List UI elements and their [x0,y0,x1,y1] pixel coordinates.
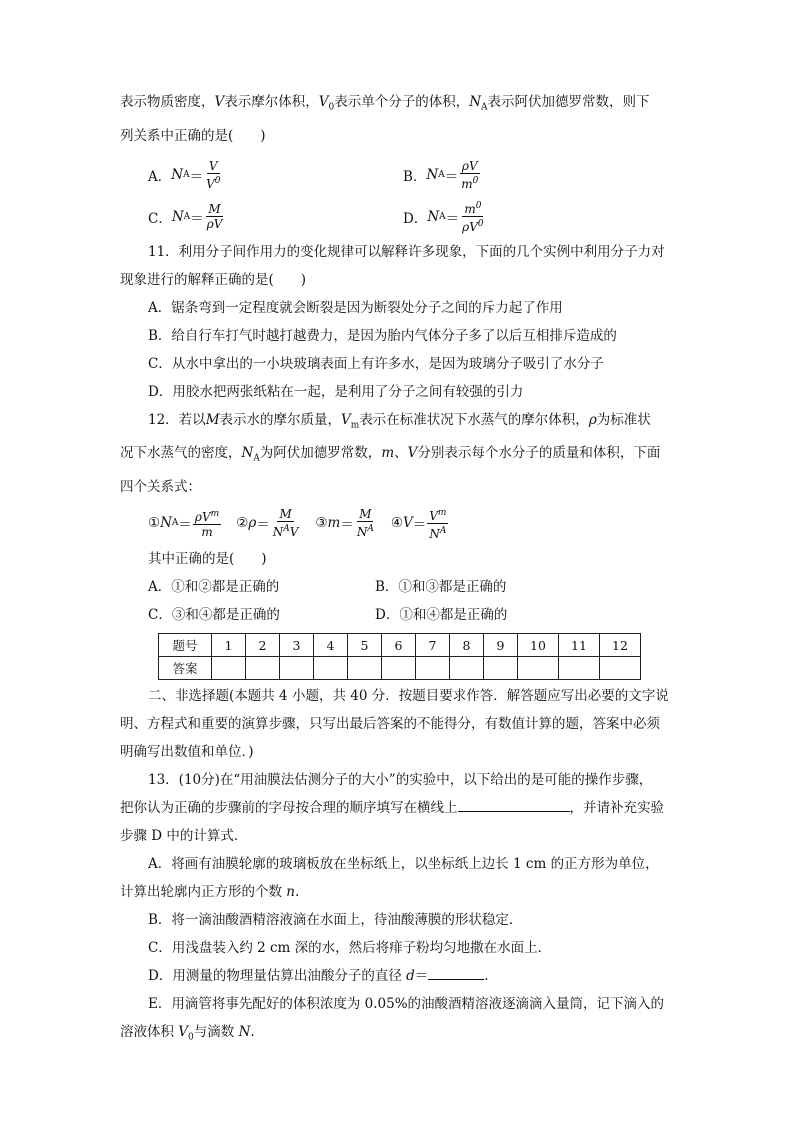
answer-cell[interactable] [559,657,600,680]
answer-table [158,633,641,680]
q13-stem-line3: 步骤 D 中的计算式． [120,828,248,845]
formula-eq: ＝ [412,517,427,534]
fraction [204,159,222,191]
q12-var-NA: N [241,445,254,462]
fraction [355,507,376,539]
answer-table-number: 11 [559,634,600,657]
answer-table-number: 1 [212,634,246,657]
q13-step-e-line1: E．用滴管将事先配好的体积浓度为 0.05%的油酸酒精溶液逐滴滴入量筒，记下滴入的 [148,996,665,1013]
q12-sub: A [253,454,260,465]
den-sup: A [439,525,447,536]
fraction-numerator [427,506,448,524]
q11-option-b[interactable]: B．给自行车打气时越打越费力，是因为胎内气体分子多了以后互相排斥造成的 [148,327,617,344]
num-sup: m [437,507,447,518]
q10-option-b[interactable] [403,159,658,191]
formula-eq: ＝ [445,210,460,227]
answer-table-number: 6 [382,634,416,657]
q10-options-ab [120,154,668,196]
den-sup: 0 [477,219,484,230]
answer-table-number: 2 [246,634,280,657]
q10-sub: 0 [328,102,335,113]
fraction [205,202,225,231]
q12-stem-line3: 四个关系式： [120,479,201,496]
q12-text: 表示水的摩尔质量， [219,411,342,428]
formula-lhs: N [426,166,439,183]
option-label: B． [403,168,427,185]
q12-text: 况下水蒸气的密度， [120,445,242,462]
q13-step-d [120,962,668,990]
fraction-denominator [204,174,222,191]
q12-var-m: m [381,445,395,462]
num-text: V [429,508,438,523]
q13-text: ＝ [414,968,429,985]
fraction-numerator: M [359,507,372,522]
fraction-denominator [460,217,485,234]
q12-text: 分别表示每个水分子的质量和体积，下面 [417,445,661,462]
q10-option-c[interactable] [120,202,403,231]
q13-step-b: B．将一滴油酸酒精溶液滴在水面上，待油酸薄膜的形状稳定． [148,912,523,929]
formula-mark: ② [236,515,249,532]
formula-eq: ＝ [444,168,459,185]
section2-heading-line2: 明、方程式和重要的演算步骤，只写出最后答案的不能得分，有数值计算的题，答案中必须 [120,716,660,733]
q12-var-rho: ρ [588,411,597,428]
q11-option-d[interactable]: D．用胶水把两张纸粘在一起，是利用了分子之间有较强的引力 [148,383,524,400]
answer-cell[interactable] [416,657,450,680]
fraction-numerator: M [279,507,292,522]
q13-var-V0: V [178,1024,189,1041]
formula-lhs: N [427,208,440,225]
den-text: V [206,176,215,191]
fraction-numerator: V [208,158,218,173]
option-label: D． [403,210,428,227]
formula-mark: ① [148,515,161,532]
num-sup: m [210,509,220,520]
q13-text: 计算出轮廓内正方形的个数 [120,884,287,901]
q12-text: 12．若以 [148,411,206,428]
formula-mark: ③ [315,515,328,532]
den-text: N [356,525,368,540]
formula-lhs: ρ [248,515,257,532]
answer-cell[interactable] [518,657,559,680]
q10-text: 表示摩尔体积， [224,94,319,110]
fraction [193,507,221,539]
answer-cell[interactable] [450,657,484,680]
answer-table-answer-row [159,657,641,680]
q10-option-d[interactable] [403,199,658,234]
q13-stem-line2 [120,794,668,822]
section2-heading-line3: 明确写出数值和单位．) [120,744,254,761]
q12-formula-4 [391,506,450,541]
q10-stem-line2: 列关系中正确的是( ) [120,127,266,144]
q12-text: 表示在标准状况下水蒸气的摩尔体积， [359,411,589,428]
fraction [460,199,485,234]
answer-table-header-label: 题号 [159,634,212,657]
q10-sub: A [481,102,488,113]
q12-var-V: V [407,445,418,462]
q13-text: 把你认为正确的步骤前的字母按合理的顺序填写在横线上 [120,800,458,817]
formula-sub: A [438,169,445,180]
num-sup: 0 [475,201,482,212]
q12-stem-line1 [120,406,668,440]
answer-table-number: 8 [450,634,484,657]
q13-text: . [484,968,489,985]
q13-text: 与滴数 [193,1024,239,1041]
q12-option-a[interactable]: A．①和②都是正确的 [148,579,280,596]
q10-var-V: V [214,94,225,110]
fraction-numerator [193,507,221,525]
fraction-denominator: m [201,525,213,540]
answer-cell[interactable] [212,657,246,680]
answer-table-number: 7 [416,634,450,657]
q10-text: 表示物质密度， [120,94,215,110]
fraction-denominator [427,524,448,541]
formula-lhs: N [171,208,184,225]
q12-options-ab [120,573,668,601]
section2-heading-line1: 二、非选择题(本题共 4 小题，共 40 分．按题目要求作答．解答题应写出必要的文字说 [148,688,669,705]
answer-table-number: 5 [348,634,382,657]
formula-lhs: m [327,515,341,532]
q12-text: 为标准状 [596,411,651,428]
q13-formula-blank[interactable] [428,964,484,980]
q10-text: 表示单个分子的体积， [334,94,470,110]
q13-var-N: N [238,1024,251,1041]
q13-order-blank[interactable] [458,796,570,812]
formula-sub: A [183,211,191,222]
den-sup: 0 [472,175,479,186]
answer-table-number: 3 [280,634,314,657]
fraction-denominator [355,522,376,539]
answer-cell[interactable] [382,657,416,680]
q12-sub: m [350,420,360,431]
q12-question: 其中正确的是( ) [148,551,267,568]
answer-table-number: 4 [314,634,348,657]
answer-cell[interactable] [314,657,348,680]
num-text: ρV [194,510,211,525]
q11-option-a[interactable]: A．锯条弯到一定程度就会断裂是因为断裂处分子之间的斥力起了作用 [148,299,563,316]
answer-table-header-row [159,634,641,657]
answer-cell[interactable] [600,657,641,680]
q13-step-a-line1: A．将画有油膜轮廓的玻璃板放在坐标纸上，以坐标纸上边长 1 cm 的正方形为单位， [148,856,659,873]
q10-stem-line1 [120,88,668,122]
den-text: m [461,176,473,191]
q11-stem-line1: 11．利用分子间作用力的变化规律可以解释许多现象，下面的几个实例中利用分子力对 [148,243,665,260]
answer-cell[interactable] [484,657,518,680]
q10-text: 表示阿伏加德罗常数，则下 [487,94,650,110]
q13-var-d: d [406,968,415,985]
q12-formula-3 [315,507,376,539]
option-label: C． [148,210,172,227]
formula-mark: ④ [390,515,403,532]
q12-formula-1 [148,507,222,539]
q12-stem-line2 [120,439,668,473]
q13-text: . [250,1024,255,1041]
q13-step-a-line2 [120,878,668,906]
q11-option-c[interactable]: C．从水中拿出的一小块玻璃表面上有许多水，是因为玻璃分子吸引了水分子 [148,355,604,372]
fraction [459,159,480,191]
q10-options-cd [120,196,668,238]
fraction [427,506,448,541]
formula-lhs: V [402,515,413,532]
option-label: A． [148,168,172,185]
q13-var-n: n [286,884,295,901]
fraction-numerator [462,199,483,217]
fraction-denominator [459,174,480,191]
q12-var-M: M [205,411,220,428]
exam-page [120,88,668,1052]
answer-cell[interactable] [348,657,382,680]
fraction [271,507,301,539]
q10-var-V0: V [318,94,329,110]
den-tail: V [289,525,299,540]
fraction-numerator: ρV [461,158,478,173]
num-text: m [464,202,476,217]
q12-options-cd [120,601,668,629]
q10-var-NA: N [469,94,482,110]
formula-eq: ＝ [178,517,192,534]
formula-lhs: N [171,166,184,183]
den-sup: 0 [214,175,221,186]
q13-sub: 0 [188,1032,194,1043]
q13-text: 溶液体积 [120,1024,179,1041]
answer-table-number: 10 [518,634,559,657]
q13-text: ，并请补充实验 [569,800,664,817]
q10-option-a[interactable] [120,159,403,191]
q13-text: . [295,884,300,901]
den-text: N [429,526,440,541]
den-text: N [272,525,284,540]
q12-text: 为阿伏加德罗常数， [259,445,382,462]
fraction-denominator: ρV [206,217,223,232]
fraction-denominator [271,522,301,539]
den-sup: A [283,524,290,535]
q11-stem-line2: 现象进行的解释正确的是( ) [120,271,307,288]
formula-sub: A [183,169,190,180]
q13-step-e-line2 [120,1018,668,1052]
formula-eq: ＝ [340,517,354,534]
q12-formulas [120,501,668,545]
answer-table-answer-label: 答案 [159,657,212,680]
answer-cell[interactable] [280,657,314,680]
formula-eq: ＝ [190,210,204,227]
formula-eq: ＝ [256,517,270,534]
formula-sub: A [171,518,179,529]
fraction-numerator: M [208,202,221,217]
q12-option-d[interactable]: D．①和④都是正确的 [375,607,508,624]
formula-sub: A [439,211,446,222]
q12-option-c[interactable]: C．③和④都是正确的 [148,607,280,624]
q12-option-b[interactable]: B．①和③都是正确的 [375,579,507,596]
q12-formula-2 [236,507,301,539]
answer-table-number: 12 [600,634,641,657]
formula-lhs: N [160,515,172,532]
formula-eq: ＝ [189,168,204,185]
q13-step-c: C．用浅盘装入约 2 cm 深的水，然后将痱子粉均匀地撒在水面上． [148,940,552,957]
q12-var-Vm: V [341,411,351,428]
answer-cell[interactable] [246,657,280,680]
answer-table-number: 9 [484,634,518,657]
q13-stem-line1: 13．(10分)在“用油膜法估测分子的大小”的实验中，以下给出的是可能的操作步骤， [148,772,653,789]
q12-text: 、 [394,445,408,462]
den-text: ρV [462,220,478,235]
den-sup: A [367,524,374,535]
q13-text: D．用测量的物理量估算出油酸分子的直径 [148,968,407,985]
